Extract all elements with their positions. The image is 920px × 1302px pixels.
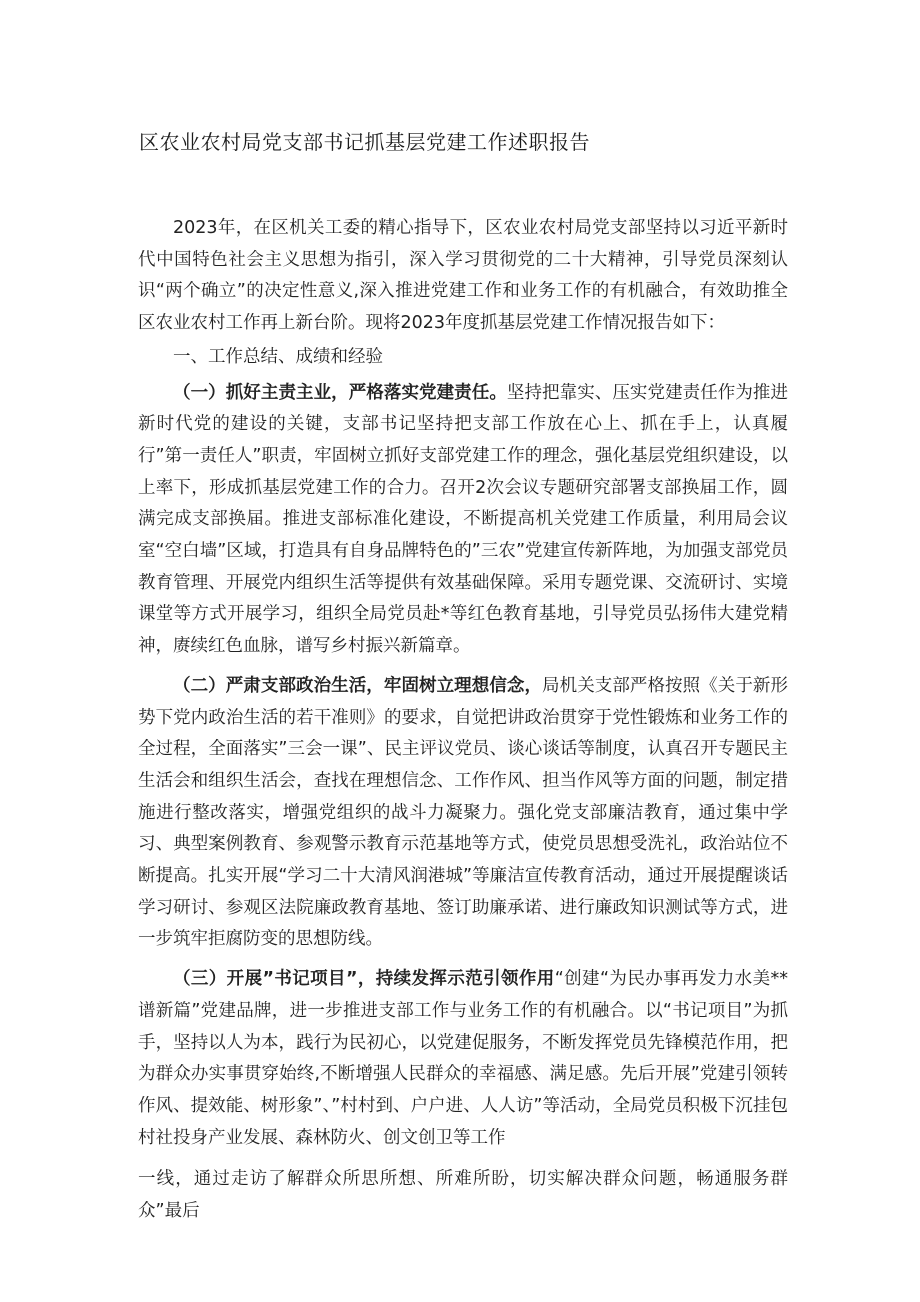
section-heading-1: 一、工作总结、成绩和经验: [173, 346, 383, 367]
section-lead-1: （一）抓好主责主业，严格落实党建责任。: [173, 382, 507, 403]
section-paragraph-2: [138, 671, 788, 956]
section-lead-2: （二）严肃支部政治生活，牢固树立理想信念，: [173, 675, 543, 696]
section-text-3: “创建“为民办事再发力水美**谱新篇”党建品牌，进一步推进支部工作与业务工作的有机融合。以“书记项目”为抓手，坚持以人为本，践行为民初心，以党建促服务，不断发挥党员先锋模范作用，把为群众办实事贯穿始终,不断增强人民群众的幸福感、满足感。先后开展”党建引领转作风、提效能、树形象”、”村村到、户户进、人人访”等活动，全局党员积极下沉挂包村社投身产业发展、森林防火、创文创卫等工作: [138, 969, 788, 1148]
section-text-2: 局机关支部严格按照《关于新形势下党内政治生活的若干准则》的要求，自觉把讲政治贯穿于党性锻炼和业务工作的全过程，全面落实”三会一课”、民主评议党员、谈心谈话等制度，认真召开专题民主生活会和组织生活会，查找在理想信念、工作作风、担当作风等方面的问题，制定措施进行整改落实，增强党组织的战斗力凝聚力。强化党支部廉洁教育，通过集中学习、典型案例教育、参观警示教育示范基地等方式，使党员思想受洗礼，政治站位不断提高。扎实开展“学习二十大清风润港城”等廉洁宣传教育活动，通过开展提醒谈话学习研讨、参观区法院廉政教育基地、签订助廉承诺、进行廉政知识测试等方式，进一步筑牢拒腐防变的思想防线。: [138, 675, 789, 950]
document-body: [138, 213, 788, 1228]
section-lead-3: （三）开展”书记项目”，持续发挥示范引领作用: [173, 969, 555, 990]
continuation-line: 一线，通过走访了解群众所思所想、所难所盼，切实解决群众问题，畅通服务群众”最后: [138, 1169, 788, 1222]
intro-paragraph: 2023年，在区机关工委的精心指导下，区农业农村局党支部坚持以习近平新时代中国特色社会主义思想为指引，深入学习贯彻党的二十大精神，引导党员深刻认识“两个确立”的决定性意义,深入推进党建工作和业务工作的有机融合，有效助推全区农业农村工作再上新台阶。现将2023年度抓基层党建工作情况报告如下：: [138, 218, 788, 334]
document-title: 区农业农村局党支部书记抓基层党建工作述职报告: [139, 130, 590, 154]
section-paragraph-1: [138, 378, 788, 663]
section-paragraph-3: [138, 964, 788, 1154]
section-text-1: 坚持把靠实、压实党建责任作为推进新时代党的建设的关键，支部书记坚持把支部工作放在心上、抓在手上，认真履行”第一责任人”职责，牢固树立抓好支部党建工作的理念，强化基层党组织建设，以上率下，形成抓基层党建工作的合力。召开2次会议专题研究部署支部换届工作，圆满完成支部换届。推进支部标准化建设，不断提高机关党建工作质量，利用局会议室“空白墙”区域，打造具有自身品牌特色的”三农”党建宣传新阵地，为加强支部党员教育管理、开展党内组织生活等提供有效基础保障。采用专题党课、交流研讨、实境课堂等方式开展学习，组织全局党员赴*等红色教育基地，引导党员弘扬伟大建党精神，赓续红色血脉，谱写乡村振兴新篇章。: [138, 382, 789, 657]
